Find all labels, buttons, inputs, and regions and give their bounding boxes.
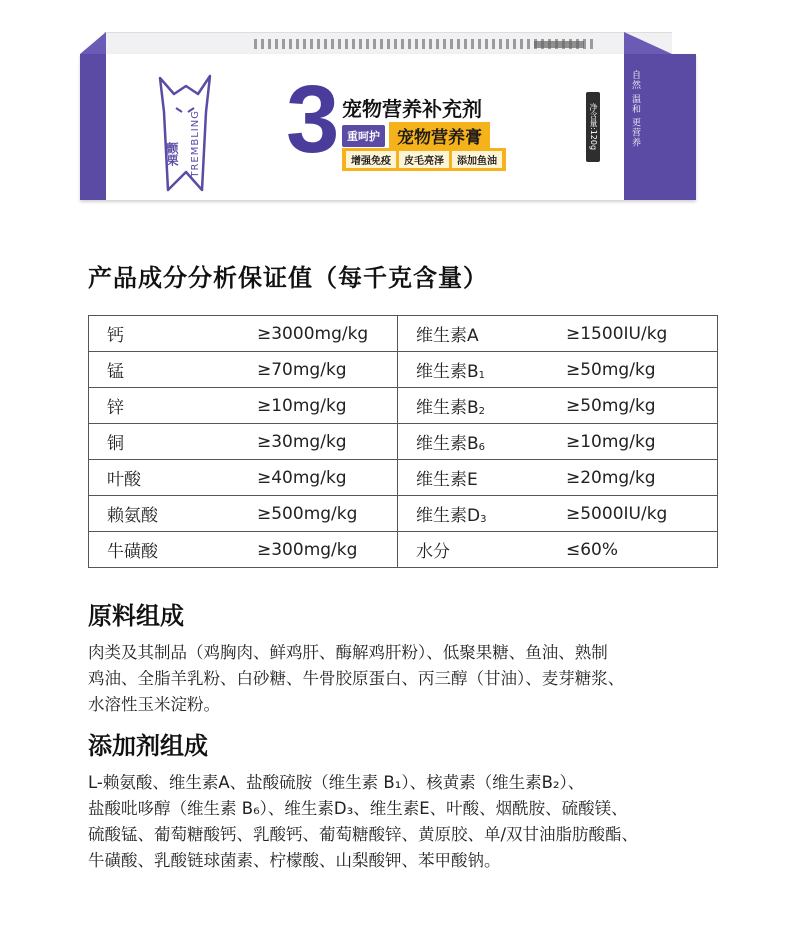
vitamin-subscript: 6 [478, 442, 486, 453]
vitamin-subscript: 3 [480, 514, 487, 525]
nutrient-name [398, 532, 549, 568]
nutrient-name-text: 锰 [107, 362, 124, 382]
nutrient-value [548, 532, 718, 568]
box-left-corner [80, 32, 106, 54]
feature-fish-oil: 添加鱼油 [452, 151, 502, 168]
nutrient-name-text: 维生素B [416, 434, 479, 454]
nutrient-name-text: 维生素E [416, 470, 478, 490]
additives-text [88, 770, 728, 874]
nutrient-value [548, 460, 718, 496]
nutrient-value [548, 316, 718, 352]
nutrient-name [398, 496, 549, 532]
additives-line: 牛磺酸、乳酸链球菌素、柠檬酸、山梨酸钾、苯甲酸钠。 [88, 851, 501, 870]
tag-main: 宠物营养膏 [389, 122, 490, 150]
nutrient-value [239, 424, 398, 460]
nutrient-name-text: 牛磺酸 [107, 542, 158, 562]
nutrient-name [89, 424, 240, 460]
box-right-corner [624, 32, 672, 54]
nutrient-value [239, 388, 398, 424]
nutrient-value-text: ≥10mg/kg [566, 431, 656, 452]
nutrient-value [239, 496, 398, 532]
additives-line: 盐酸吡哆醇（维生素 B₆）、维生素D₃、维生素E、叶酸、烟酰胺、硫酸镁、 [88, 799, 628, 818]
nutrient-value [548, 424, 718, 460]
vitamin-subscript: 2 [478, 406, 486, 417]
table-row [89, 424, 718, 460]
brand-name-cn: 颤栗 [165, 142, 179, 166]
table-row [89, 460, 718, 496]
table-row [89, 388, 718, 424]
nutrient-name-text: 维生素B [416, 398, 479, 418]
nutrient-value [239, 352, 398, 388]
box-top-barcode [534, 41, 584, 48]
box-top-flap [104, 32, 672, 55]
ingredients-line: 水溶性玉米淀粉。 [88, 695, 220, 714]
ingredients-line: 鸡油、全脂羊乳粉、白砂糖、牛骨胶原蛋白、丙三醇（甘油）、麦芽糖浆、 [88, 669, 625, 688]
nutrient-value-text: ≥50mg/kg [566, 395, 656, 416]
analysis-table [88, 315, 718, 568]
nutrient-name-text: 维生素D [416, 506, 481, 526]
nutrient-name-text: 维生素B [416, 362, 479, 382]
product-title: 宠物营养补充剂 [342, 97, 482, 121]
product-box-image [80, 32, 696, 204]
nutrient-name [398, 424, 549, 460]
nutrient-name [398, 388, 549, 424]
feature-immunity: 增强免疫 [346, 151, 396, 168]
nutrient-name [89, 316, 240, 352]
nutrient-name-text: 锌 [107, 398, 124, 418]
nutrient-value [548, 388, 718, 424]
nutrient-name-text: 铜 [107, 434, 124, 454]
product-tag-row [342, 122, 490, 150]
nutrient-value-text: ≥500mg/kg [257, 503, 358, 524]
nutrient-name [89, 496, 240, 532]
nutrient-name [89, 532, 240, 568]
nutrient-value [548, 352, 718, 388]
nutrient-name [89, 460, 240, 496]
feature-coat: 皮毛亮泽 [399, 151, 449, 168]
net-weight-label: 净含量:120g [586, 92, 600, 162]
table-row [89, 496, 718, 532]
nutrient-value-text: ≥300mg/kg [257, 539, 358, 560]
nutrient-value-text: ≥70mg/kg [257, 359, 347, 380]
nutrient-name-text: 水分 [416, 542, 450, 562]
additives-line: 硫酸锰、葡萄糖酸钙、乳酸钙、葡萄糖酸锌、黄原胶、单/双甘油脂肪酸酯、 [88, 825, 639, 844]
nutrient-value-text: ≥30mg/kg [257, 431, 347, 452]
box-left-band [80, 54, 106, 200]
analysis-heading: 产品成分分析保证值（每千克含量） [88, 264, 488, 292]
ingredients-heading: 原料组成 [88, 602, 184, 630]
additives-line: L-赖氨酸、维生素A、盐酸硫胺（维生素 B₁）、核黄素（维生素B₂）、 [88, 773, 585, 792]
vitamin-subscript: 1 [478, 370, 486, 381]
nutrient-value-text: ≤60% [566, 539, 619, 560]
nutrient-name-text: 叶酸 [107, 470, 141, 490]
nutrient-value [239, 460, 398, 496]
product-number: 3 [286, 66, 340, 173]
cat-logo-icon [156, 72, 214, 192]
tag-small: 重呵护 [342, 125, 385, 147]
nutrient-value-text: ≥3000mg/kg [257, 323, 369, 344]
ingredients-text [88, 640, 728, 718]
ingredients-line: 肉类及其制品（鸡胸肉、鲜鸡肝、酶解鸡肝粉）、低聚果糖、鱼油、熟制 [88, 643, 608, 662]
nutrient-value-text: ≥40mg/kg [257, 467, 347, 488]
nutrient-name [398, 352, 549, 388]
table-row [89, 316, 718, 352]
nutrient-name [89, 352, 240, 388]
additives-heading: 添加剂组成 [88, 732, 208, 760]
nutrient-value-text: ≥1500IU/kg [566, 323, 668, 344]
nutrient-name-text: 赖氨酸 [107, 506, 158, 526]
nutrient-value-text: ≥20mg/kg [566, 467, 656, 488]
nutrient-value-text: ≥5000IU/kg [566, 503, 668, 524]
nutrient-value-text: ≥50mg/kg [566, 359, 656, 380]
brand-name-en: TREMBLING [190, 110, 201, 178]
nutrient-name [398, 316, 549, 352]
table-row [89, 352, 718, 388]
nutrient-name [89, 388, 240, 424]
nutrient-name-text: 维生素A [416, 326, 479, 346]
nutrient-value [548, 496, 718, 532]
nutrient-name [398, 460, 549, 496]
nutrient-value-text: ≥10mg/kg [257, 395, 347, 416]
table-row [89, 532, 718, 568]
nutrient-value [239, 316, 398, 352]
feature-row [342, 148, 506, 171]
nutrient-value [239, 532, 398, 568]
nutrient-name-text: 钙 [107, 326, 124, 346]
box-side-slogan: 自然 温和 更营养 [630, 70, 640, 148]
